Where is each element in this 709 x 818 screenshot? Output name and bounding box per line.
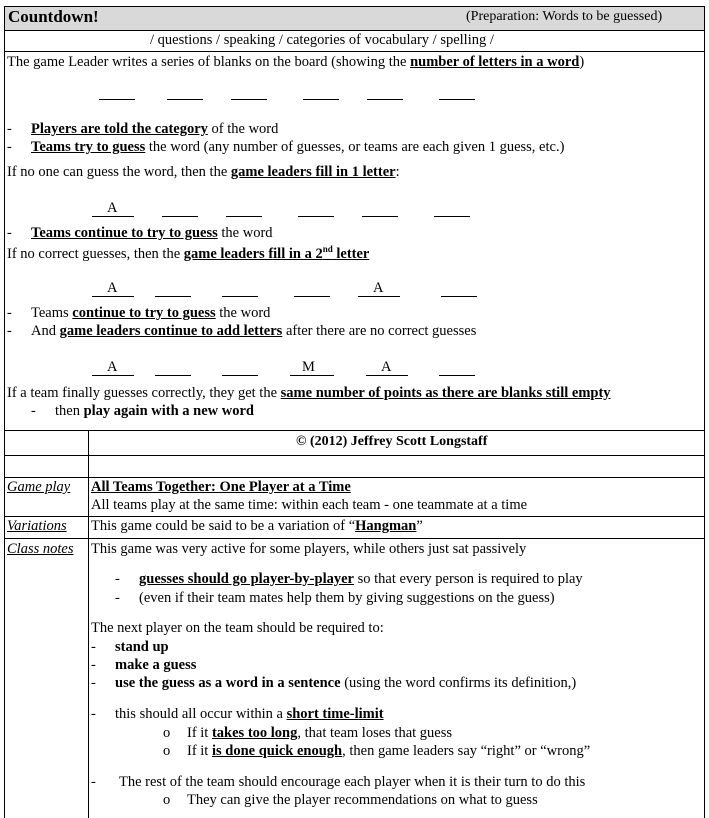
list-item-text: then play again with a new word — [55, 403, 254, 419]
copyright: © (2012) Jeffrey Scott Longstaff — [296, 434, 488, 449]
list-item-text: And game leaders continue to add letters after there are no correct guesses — [31, 323, 477, 339]
rules-no-guess: If no one can guess the word, then the game leaders fill in 1 letter: — [7, 164, 400, 180]
list-item: - — [91, 639, 96, 655]
letter-blank — [167, 99, 203, 100]
letter-blank — [92, 216, 134, 217]
letter-blank — [162, 216, 198, 217]
list-item: - — [91, 774, 96, 790]
sub-item-text: If it is done quick enough, then game leaders say “right” or “wrong” — [187, 743, 591, 759]
skills-line: / questions / speaking / categories of vocabulary / spelling / — [150, 32, 494, 48]
revealed-letter: A — [107, 200, 118, 216]
classnotes-line1: This game was very active for some players, while others just sat passively — [91, 541, 527, 557]
letter-blank — [439, 375, 475, 376]
list-item: - — [7, 121, 12, 137]
page-title: Countdown! — [8, 7, 99, 26]
letter-blank — [439, 99, 475, 100]
sub-item: o — [163, 743, 171, 759]
letter-blank — [303, 99, 339, 100]
variations-text: This game could be said to be a variation of “Hangman” — [91, 518, 423, 534]
list-item: - — [7, 323, 12, 339]
list-item: - — [115, 571, 120, 587]
letter-blank — [226, 216, 262, 217]
letter-blank — [294, 296, 330, 297]
letter-blank — [298, 216, 334, 217]
rules-intro: The game Leader writes a series of blanks on the board (showing the number of letters in a word) — [7, 54, 585, 70]
list-item-text: (even if their team mates help them by giving suggestions on the guess) — [139, 590, 555, 606]
letter-blank — [222, 375, 258, 376]
letter-blank — [155, 375, 191, 376]
list-item-text: make a guess — [115, 657, 197, 673]
list-item-text: this should all occur within a short time-limit — [115, 706, 384, 722]
letter-blank — [290, 375, 334, 376]
divider — [4, 477, 705, 478]
page-subtitle: (Preparation: Words to be guessed) — [466, 9, 663, 24]
gameplay-text: All teams play at the same time: within each team - one teammate at a time — [91, 497, 528, 513]
list-item-text: guesses should go player-by-player so that every person is required to play — [139, 571, 583, 587]
divider — [4, 516, 705, 517]
divider — [4, 538, 705, 539]
revealed-letter: A — [373, 280, 384, 296]
letter-blank — [362, 216, 398, 217]
list-item: - — [115, 590, 120, 606]
letter-blank — [92, 296, 134, 297]
list-item-text: The rest of the team should encourage each player when it is their turn to do this — [119, 774, 586, 790]
sub-item-text: If it takes too long, that team loses that guess — [187, 725, 453, 741]
list-item: - — [31, 403, 36, 419]
letter-blank — [358, 296, 400, 297]
divider — [4, 430, 705, 431]
section-label-gameplay: Game play — [7, 479, 71, 495]
revealed-letter: A — [107, 280, 118, 296]
list-item: - — [91, 706, 96, 722]
list-item-text: use the guess as a word in a sentence (using the word confirms its definition,) — [115, 675, 577, 691]
revealed-letter: M — [302, 359, 315, 375]
revealed-letter: A — [381, 359, 392, 375]
letter-blank — [366, 375, 408, 376]
divider — [4, 30, 705, 31]
letter-blank — [155, 296, 191, 297]
list-item: - — [7, 305, 12, 321]
letter-blank — [434, 216, 470, 217]
list-item: - — [7, 139, 12, 155]
letter-blank — [231, 99, 267, 100]
list-item-text: Players are told the category of the word — [31, 121, 279, 137]
list-item-text: Teams continue to try to guess the word — [31, 225, 273, 241]
section-label-variations: Variations — [7, 518, 67, 534]
classnotes-next: The next player on the team should be required to: — [91, 620, 384, 636]
letter-blank — [99, 99, 135, 100]
letter-blank — [222, 296, 258, 297]
rules-final: If a team finally guesses correctly, they get the same number of points as there are blanks still empty — [7, 385, 611, 401]
letter-blank — [92, 375, 134, 376]
letter-blank — [441, 296, 477, 297]
list-item-text: stand up — [115, 639, 169, 655]
sub-item: o — [163, 725, 171, 741]
list-item: - — [7, 225, 12, 241]
gameplay-heading: All Teams Together: One Player at a Time — [91, 479, 351, 495]
list-item: - — [91, 675, 96, 691]
sub-item: o — [163, 792, 171, 808]
column-divider — [88, 430, 89, 818]
sub-item-text: They can give the player recommendations on what to guess — [187, 792, 538, 808]
list-item: - — [91, 657, 96, 673]
section-label-classnotes: Class notes — [7, 541, 74, 557]
divider — [4, 455, 705, 456]
rules-second-letter: If no correct guesses, then the game leaders fill in a 2nd letter — [7, 244, 370, 262]
divider — [4, 51, 705, 52]
list-item-text: Teams continue to try to guess the word — [31, 305, 271, 321]
letter-blank — [367, 99, 403, 100]
revealed-letter: A — [107, 359, 118, 375]
list-item-text: Teams try to guess the word (any number of guesses, or teams are each given 1 guess, etc.) — [31, 139, 565, 155]
